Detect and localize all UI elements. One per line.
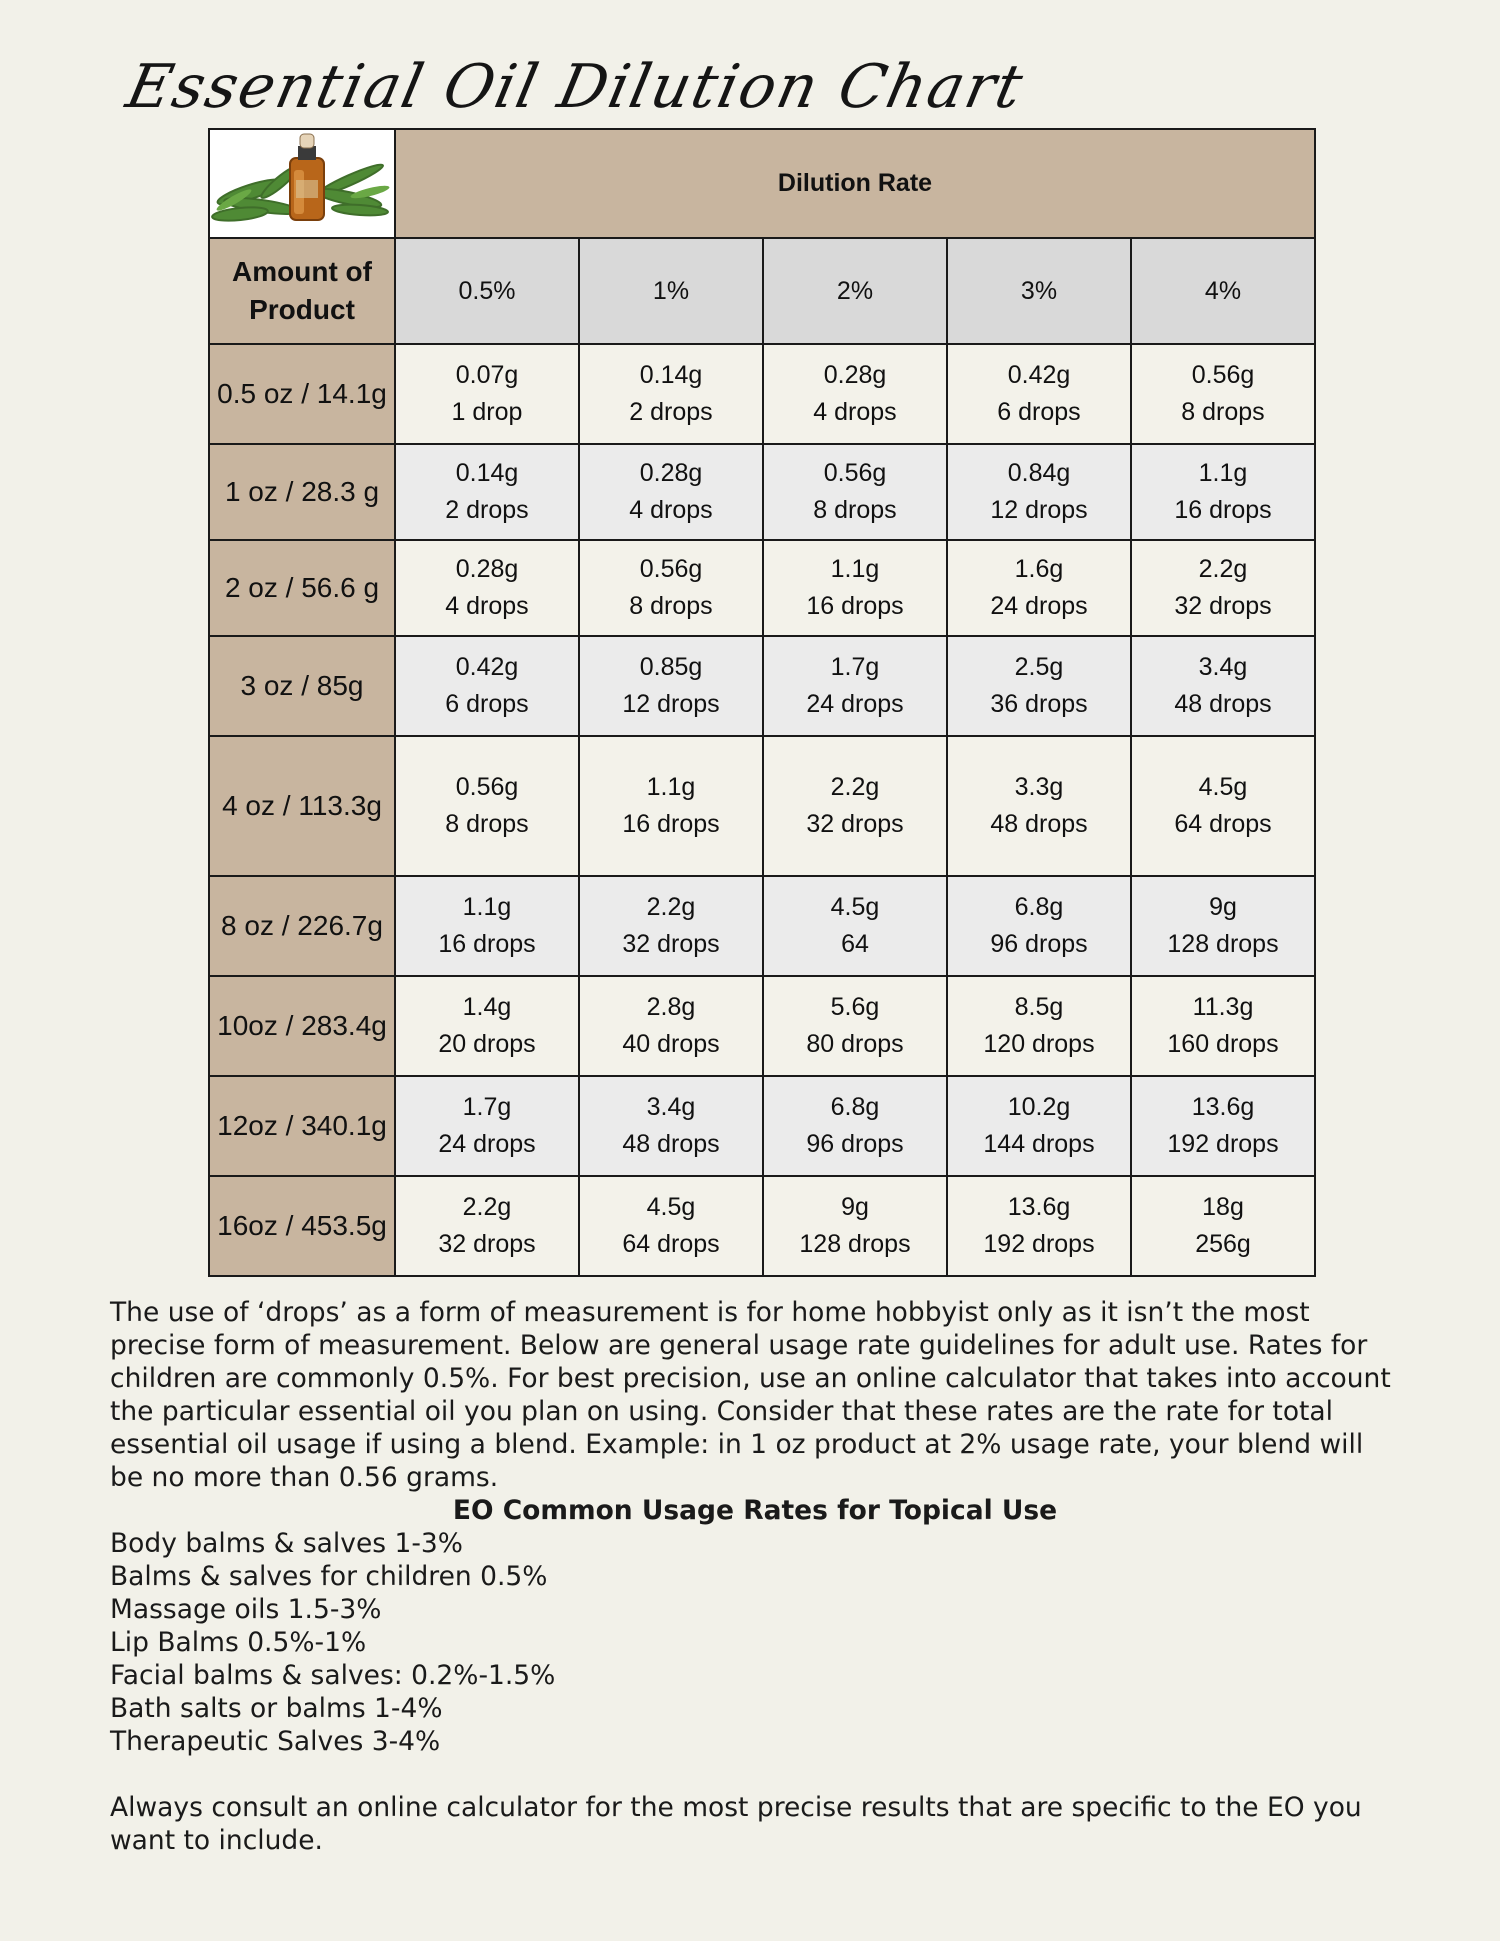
- drops-value: 8 drops: [629, 592, 713, 620]
- amount-of-product-header: Amount of Product: [209, 238, 395, 344]
- grams-value: 0.42g: [1007, 361, 1071, 389]
- dilution-table-container: [208, 128, 1316, 1277]
- dilution-cell: [763, 976, 947, 1076]
- grams-value: 2.8g: [646, 993, 696, 1021]
- grams-value: 2.2g: [646, 893, 696, 921]
- grams-value: 0.28g: [823, 361, 887, 389]
- dilution-cell: [947, 1076, 1131, 1176]
- dilution-cell: [763, 344, 947, 444]
- amount-cell: 4 oz / 113.3g: [209, 736, 395, 876]
- drops-value: 1 drop: [451, 398, 523, 426]
- amount-cell: 2 oz / 56.6 g: [209, 540, 395, 636]
- grams-value: 4.5g: [646, 1193, 696, 1221]
- grams-value: 0.56g: [639, 555, 703, 583]
- grams-value: 4.5g: [1198, 773, 1248, 801]
- dilution-cell: [579, 444, 763, 540]
- dilution-cell: [579, 876, 763, 976]
- grams-value: 0.56g: [823, 459, 887, 487]
- drops-value: 48 drops: [622, 1130, 720, 1158]
- oil-bottle-herbs-icon: [210, 130, 394, 232]
- grams-value: 13.6g: [1007, 1193, 1071, 1221]
- drops-value: 4 drops: [813, 398, 897, 426]
- amount-cell: 0.5 oz / 14.1g: [209, 344, 395, 444]
- page-title: Essential Oil Dilution Chart: [120, 52, 1031, 122]
- dilution-cell: [1131, 1076, 1315, 1176]
- dilution-cell: [763, 736, 947, 876]
- drops-value: 128 drops: [1167, 930, 1279, 958]
- grams-value: 5.6g: [830, 993, 880, 1021]
- grams-value: 0.42g: [455, 653, 519, 681]
- amount-cell: 3 oz / 85g: [209, 636, 395, 736]
- usage-item: Body balms & salves 1-3%: [110, 1528, 463, 1559]
- rate-header-0-5: 0.5%: [395, 238, 579, 344]
- dilution-cell: [1131, 976, 1315, 1076]
- dilution-cell: [947, 540, 1131, 636]
- dilution-table: [208, 128, 1316, 1277]
- table-row: [209, 1076, 1315, 1176]
- dilution-cell: [763, 1076, 947, 1176]
- table-row: [209, 976, 1315, 1076]
- dilution-cell: [395, 976, 579, 1076]
- dilution-cell: [1131, 636, 1315, 736]
- drops-value: 16 drops: [438, 930, 536, 958]
- dilution-cell: [763, 876, 947, 976]
- usage-rates-list: [110, 1527, 1400, 1758]
- amount-cell: 10oz / 283.4g: [209, 976, 395, 1076]
- dilution-cell: [579, 344, 763, 444]
- drops-value: 64: [841, 930, 869, 958]
- grams-value: 1.1g: [646, 773, 696, 801]
- drops-value: 20 drops: [438, 1030, 536, 1058]
- rate-header-1: 1%: [579, 238, 763, 344]
- drops-value: 8 drops: [813, 496, 897, 524]
- dilution-cell: [395, 444, 579, 540]
- grams-value: 2.2g: [830, 773, 880, 801]
- dilution-cell: [1131, 876, 1315, 976]
- table-row: [209, 876, 1315, 976]
- drops-value: 32 drops: [1174, 592, 1272, 620]
- grams-value: 0.56g: [1191, 361, 1255, 389]
- usage-item: Facial balms & salves: 0.2%-1.5%: [110, 1660, 556, 1691]
- drops-value: 64 drops: [622, 1230, 720, 1258]
- drops-value: 96 drops: [990, 930, 1088, 958]
- dilution-cell: [947, 444, 1131, 540]
- drops-value: 192 drops: [983, 1230, 1095, 1258]
- grams-value: 0.56g: [455, 773, 519, 801]
- usage-notes: [110, 1296, 1400, 1857]
- dilution-cell: [1131, 540, 1315, 636]
- grams-value: 1.6g: [1014, 555, 1064, 583]
- intro-paragraph: The use of ‘drops’ as a form of measurement is for home hobbyist only as it isn’t the most precise form of measurement. Below are general usage rate guidelines for adult use. Rates for children are commonly 0.5%. For best precision, use an online calculator that takes into account the particular essential oil you plan on using. Consider that these rates are the rate for total essential oil usage if using a blend. Example: in 1 oz product at 2% usage rate, your blend will be no more than 0.56 grams.: [110, 1297, 1391, 1493]
- drops-value: 32 drops: [622, 930, 720, 958]
- dilution-cell: [579, 540, 763, 636]
- grams-value: 2.5g: [1014, 653, 1064, 681]
- grams-value: 3.4g: [646, 1093, 696, 1121]
- drops-value: 32 drops: [806, 810, 904, 838]
- rate-header-2: 2%: [763, 238, 947, 344]
- dilution-cell: [1131, 344, 1315, 444]
- drops-value: 12 drops: [622, 690, 720, 718]
- grams-value: 3.3g: [1014, 773, 1064, 801]
- drops-value: 16 drops: [622, 810, 720, 838]
- dilution-rate-header: Dilution Rate: [395, 129, 1315, 238]
- drops-value: 36 drops: [990, 690, 1088, 718]
- grams-value: 8.5g: [1014, 993, 1064, 1021]
- grams-value: 2.2g: [1198, 555, 1248, 583]
- grams-value: 1.7g: [830, 653, 880, 681]
- dilution-cell: [579, 1076, 763, 1176]
- dilution-cell: [395, 540, 579, 636]
- drops-value: 80 drops: [806, 1030, 904, 1058]
- drops-value: 16 drops: [1174, 496, 1272, 524]
- grams-value: 9g: [1209, 893, 1237, 921]
- rate-header-3: 3%: [947, 238, 1131, 344]
- dilution-cell: [1131, 444, 1315, 540]
- drops-value: 32 drops: [438, 1230, 536, 1258]
- table-row: [209, 736, 1315, 876]
- usage-item: Massage oils 1.5-3%: [110, 1594, 382, 1625]
- dilution-cell: [947, 1176, 1131, 1276]
- grams-value: 1.1g: [462, 893, 512, 921]
- dilution-cell: [947, 976, 1131, 1076]
- dilution-cell: [395, 344, 579, 444]
- dilution-cell: [947, 636, 1131, 736]
- dilution-cell: [1131, 1176, 1315, 1276]
- dilution-cell: [395, 1076, 579, 1176]
- drops-value: 128 drops: [799, 1230, 911, 1258]
- essential-oil-bottle-image: [209, 129, 395, 238]
- drops-value: 64 drops: [1174, 810, 1272, 838]
- grams-value: 0.14g: [455, 459, 519, 487]
- table-row: [209, 444, 1315, 540]
- drops-value: 24 drops: [806, 690, 904, 718]
- dilution-cell: [947, 344, 1131, 444]
- usage-item: Therapeutic Salves 3-4%: [110, 1726, 441, 1757]
- dilution-cell: [579, 1176, 763, 1276]
- drops-value: 96 drops: [806, 1130, 904, 1158]
- drops-value: 48 drops: [1174, 690, 1272, 718]
- grams-value: 0.14g: [639, 361, 703, 389]
- drops-value: 4 drops: [445, 592, 529, 620]
- drops-value: 2 drops: [629, 398, 713, 426]
- amount-cell: 8 oz / 226.7g: [209, 876, 395, 976]
- table-row: [209, 636, 1315, 736]
- drops-value: 120 drops: [983, 1030, 1095, 1058]
- grams-value: 1.1g: [830, 555, 880, 583]
- dilution-cell: [763, 636, 947, 736]
- drops-value: 6 drops: [445, 690, 529, 718]
- grams-value: 1.1g: [1198, 459, 1248, 487]
- usage-item: Lip Balms 0.5%-1%: [110, 1627, 367, 1658]
- drops-value: 192 drops: [1167, 1130, 1279, 1158]
- dilution-cell: [947, 876, 1131, 976]
- grams-value: 18g: [1202, 1193, 1244, 1221]
- dilution-cell: [1131, 736, 1315, 876]
- grams-value: 0.28g: [455, 555, 519, 583]
- drops-value: 8 drops: [1181, 398, 1265, 426]
- grams-value: 11.3g: [1192, 993, 1254, 1021]
- drops-value: 16 drops: [806, 592, 904, 620]
- drops-value: 160 drops: [1167, 1030, 1279, 1058]
- grams-value: 0.84g: [1007, 459, 1071, 487]
- drops-value: 4 drops: [629, 496, 713, 524]
- grams-value: 6.8g: [830, 1093, 880, 1121]
- drops-value: 40 drops: [622, 1030, 720, 1058]
- usage-item: Balms & salves for children 0.5%: [110, 1561, 548, 1592]
- drops-value: 24 drops: [990, 592, 1088, 620]
- table-row: [209, 1176, 1315, 1276]
- drops-value: 144 drops: [983, 1130, 1095, 1158]
- dilution-cell: [579, 736, 763, 876]
- drops-value: 6 drops: [997, 398, 1081, 426]
- grams-value: 1.4g: [462, 993, 512, 1021]
- table-row: [209, 540, 1315, 636]
- dilution-cell: [579, 976, 763, 1076]
- grams-value: 3.4g: [1198, 653, 1248, 681]
- grams-value: 6.8g: [1014, 893, 1064, 921]
- grams-value: 9g: [841, 1193, 869, 1221]
- dilution-cell: [763, 540, 947, 636]
- grams-value: 2.2g: [462, 1193, 512, 1221]
- grams-value: 4.5g: [830, 893, 880, 921]
- dilution-cell: [947, 736, 1131, 876]
- dilution-cell: [395, 636, 579, 736]
- grams-value: 10.2g: [1007, 1093, 1071, 1121]
- dilution-cell: [763, 1176, 947, 1276]
- amount-cell: 1 oz / 28.3 g: [209, 444, 395, 540]
- grams-value: 1.7g: [462, 1093, 512, 1121]
- usage-rates-title: EO Common Usage Rates for Topical Use: [452, 1495, 1058, 1526]
- drops-value: 2 drops: [445, 496, 529, 524]
- usage-item: Bath salts or balms 1-4%: [110, 1693, 443, 1724]
- dilution-cell: [395, 1176, 579, 1276]
- grams-value: 0.07g: [455, 361, 519, 389]
- drops-value: 256g: [1195, 1230, 1251, 1258]
- drops-value: 24 drops: [438, 1130, 536, 1158]
- grams-value: 13.6g: [1191, 1093, 1255, 1121]
- table-row: [209, 344, 1315, 444]
- amount-cell: 12oz / 340.1g: [209, 1076, 395, 1176]
- dilution-cell: [395, 876, 579, 976]
- dilution-cell: [579, 636, 763, 736]
- grams-value: 0.85g: [639, 653, 703, 681]
- amount-cell: 16oz / 453.5g: [209, 1176, 395, 1276]
- dilution-cell: [763, 444, 947, 540]
- drops-value: 8 drops: [445, 810, 529, 838]
- drops-value: 12 drops: [990, 496, 1088, 524]
- grams-value: 0.28g: [639, 459, 703, 487]
- drops-value: 48 drops: [990, 810, 1088, 838]
- closing-paragraph: Always consult an online calculator for the most precise results that are specific to the EO you want to include.: [110, 1792, 1362, 1856]
- dilution-cell: [395, 736, 579, 876]
- rate-header-4: 4%: [1131, 238, 1315, 344]
